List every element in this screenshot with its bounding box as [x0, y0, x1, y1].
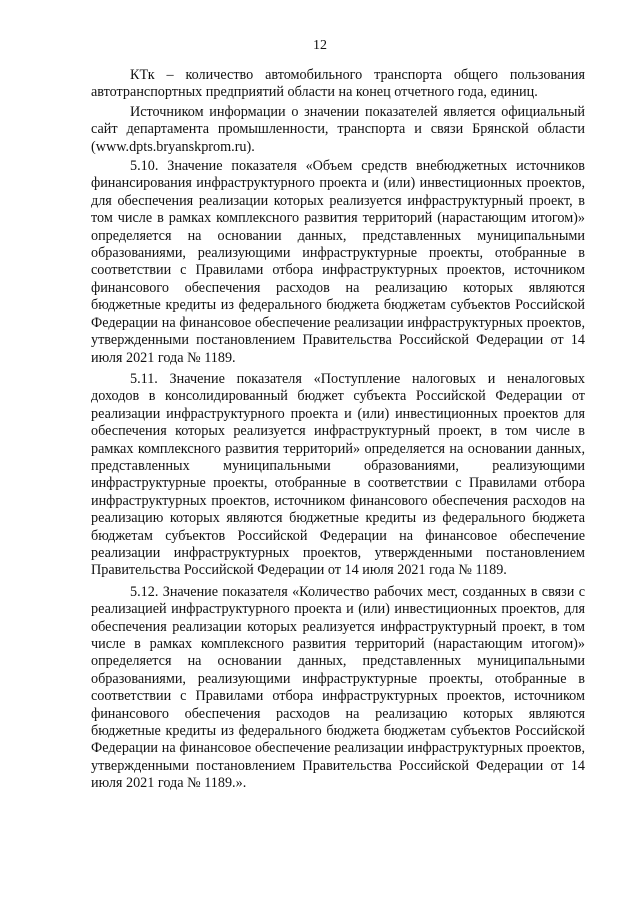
paragraph-5-11: 5.11. Значение показателя «Поступление налоговых и неналоговых доходов в консолидированный бюджет субъекта Российской Федерации от реализации инфраструктурного проекта и (или) инвестиционных проектов для обеспечения которых реализуется инфраструктурный проект, в том числе в рамках комплексного развития территорий» определяется на основании данных, представленных муниципальными образованиями, реализующими инфраструктурные проекты, отобранные в соответствии с Правилами отбора инфраструктурных проектов, источником финансового обеспечения расходов на реализацию которых являются бюджетные кредиты из федерального бюджета бюджетам субъектов Российской Федерации на финансовое обеспечение реализации инфраструктурных проектов, утвержденными постановлением Правительства Российской Федерации от 14 июля 2021 года № 1189.	[91, 370, 585, 579]
paragraph-information-source: Источником информации о значении показателей является официальный сайт департамента промышленности, транспорта и связи Брянской области (www.dpts.bryanskprom.ru).	[91, 103, 585, 155]
document-body	[91, 67, 585, 795]
paragraph-ktk-definition: КТк – количество автомобильного транспорта общего пользования автотранспортных предприятий области на конец отчетного года, единиц.	[91, 67, 585, 101]
page-number: 12	[313, 38, 327, 53]
paragraph-5-10: 5.10. Значение показателя «Объем средств внебюджетных источников финансирования инфраструктурного проекта и (или) инвестиционных проектов, для обеспечения реализации которых реализуется инфраструктурный проект, в том числе в рамках комплексного развития территорий (нарастающим итогом)» определяется на основании данных, представленных муниципальными образованиями, реализующими инфраструктурные проекты, отобранные в соответствии с Правилами отбора инфраструктурных проектов, источником финансового обеспечения расходов на реализацию которых являются бюджетные кредиты из федерального бюджета бюджетам субъектов Российской Федерации на финансовое обеспечение реализации инфраструктурных проектов, утвержденными постановлением Правительства Российской Федерации от 14 июля 2021 года № 1189.	[91, 158, 585, 366]
paragraph-5-12: 5.12. Значение показателя «Количество рабочих мест, созданных в связи с реализацией инфраструктурного проекта и (или) инвестиционных проектов, для обеспечения реализации которых реализуется инфраструктурный проект, в том числе в рамках комплексного развития территорий (нарастающим итогом)» определяется на основании данных, представленных муниципальными образованиями, реализующими инфраструктурные проекты, отобранные в соответствии с Правилами отбора инфраструктурных проектов, источником финансового обеспечения расходов на реализацию которых являются бюджетные кредиты из федерального бюджета бюджетам субъектов Российской Федерации на финансовое обеспечение реализации инфраструктурных проектов, утвержденными постановлением Правительства Российской Федерации от 14 июля 2021 года № 1189.».	[91, 583, 585, 792]
